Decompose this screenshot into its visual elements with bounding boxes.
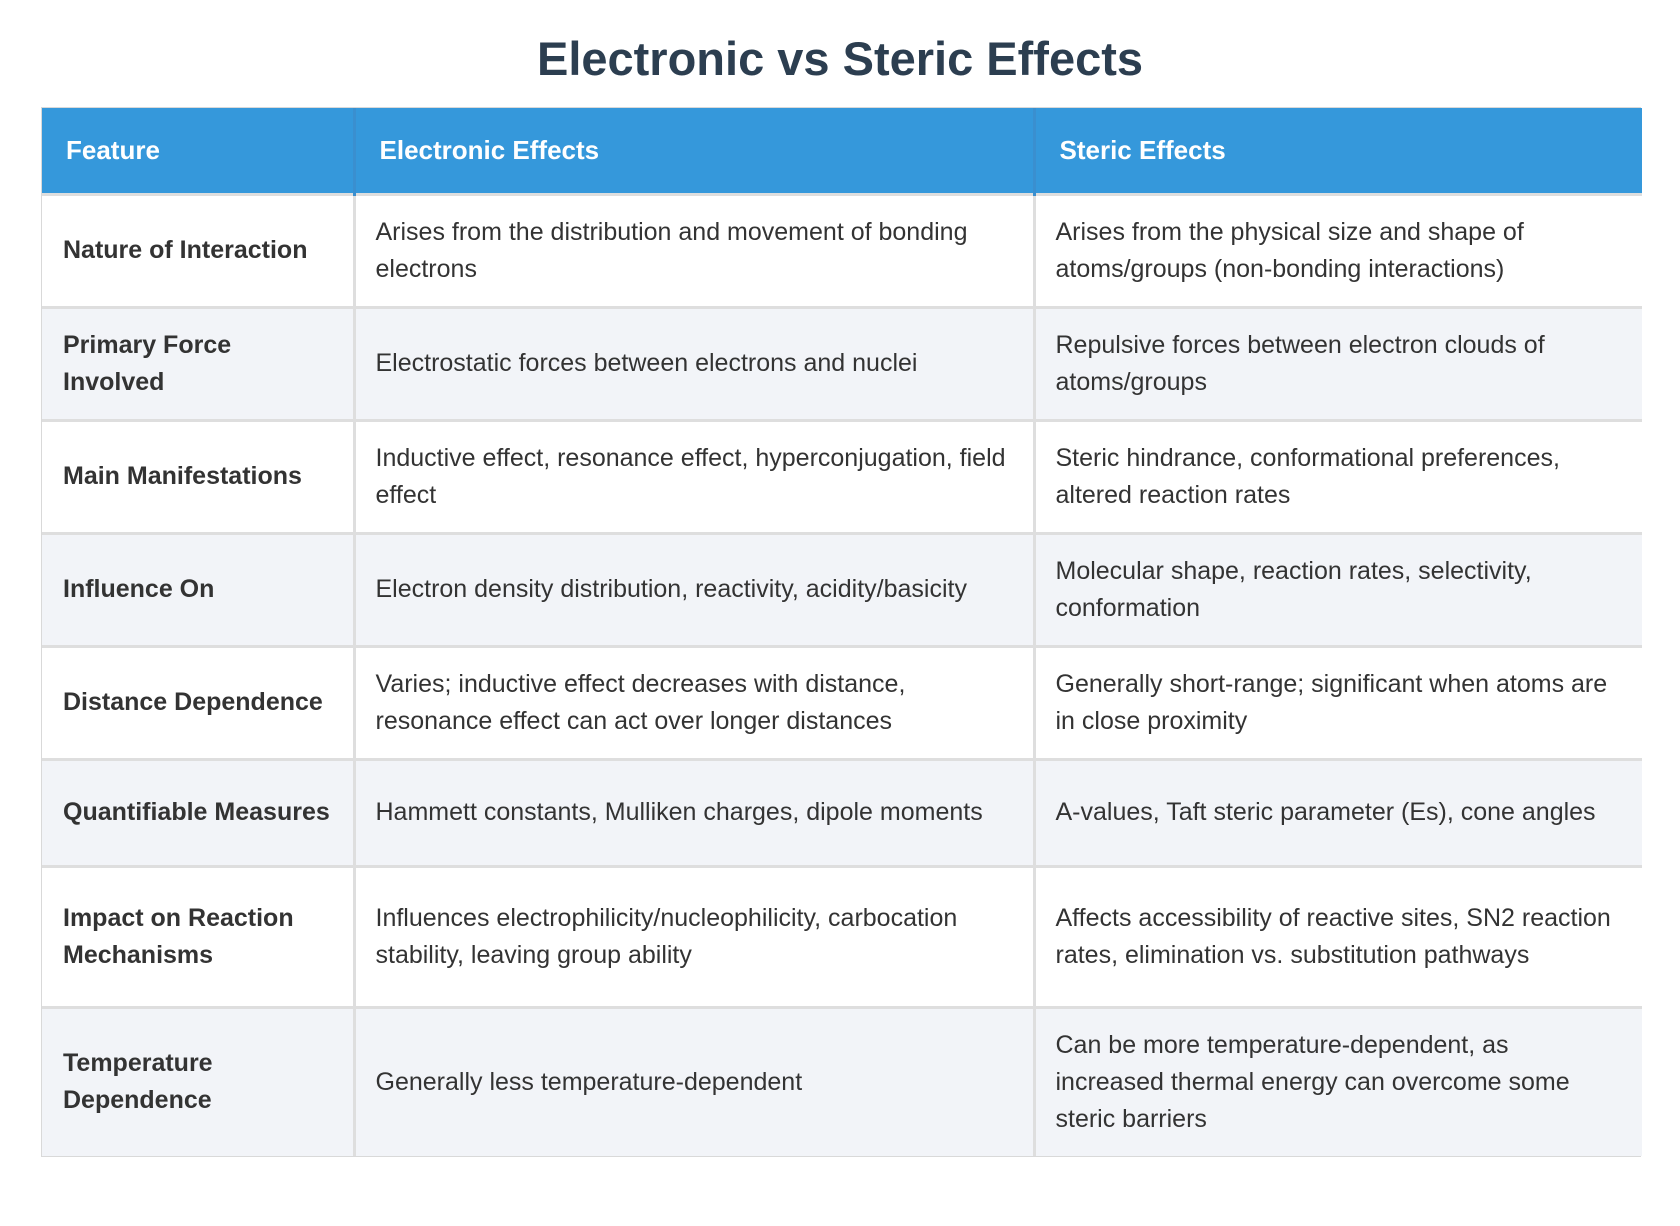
- steric-cell: Repulsive forces between electron clouds of atoms/groups: [1034, 307, 1642, 420]
- table-row: [42, 420, 1642, 533]
- comparison-table: [42, 108, 1642, 1156]
- steric-cell: A-values, Taft steric parameter (Es), cone angles: [1034, 759, 1642, 866]
- feature-cell: Impact on Reaction Mechanisms: [42, 866, 354, 1007]
- table-row: [42, 646, 1642, 759]
- feature-cell: Primary Force Involved: [42, 307, 354, 420]
- feature-cell: Temperature Dependence: [42, 1007, 354, 1156]
- steric-cell: Molecular shape, reaction rates, selectivity, conformation: [1034, 533, 1642, 646]
- feature-cell: Influence On: [42, 533, 354, 646]
- feature-cell: Main Manifestations: [42, 420, 354, 533]
- electronic-cell: Arises from the distribution and movement of bonding electrons: [354, 194, 1034, 307]
- steric-cell: Arises from the physical size and shape of atoms/groups (non-bonding interactions): [1034, 194, 1642, 307]
- table-row: [42, 1007, 1642, 1156]
- table-header: [42, 108, 1642, 194]
- electronic-cell: Hammett constants, Mulliken charges, dipole moments: [354, 759, 1034, 866]
- electronic-cell: Inductive effect, resonance effect, hyperconjugation, field effect: [354, 420, 1034, 533]
- table-row: [42, 194, 1642, 307]
- electronic-cell: Influences electrophilicity/nucleophilicity, carbocation stability, leaving group ability: [354, 866, 1034, 1007]
- header-steric-effects: Steric Effects: [1034, 108, 1642, 194]
- table-row: [42, 866, 1642, 1007]
- page-title: Electronic vs Steric Effects: [536, 32, 1144, 85]
- feature-cell: Nature of Interaction: [42, 194, 354, 307]
- electronic-cell: Generally less temperature-dependent: [354, 1007, 1034, 1156]
- table-row: [42, 533, 1642, 646]
- feature-cell: Quantifiable Measures: [42, 759, 354, 866]
- table-body: [42, 194, 1642, 1156]
- steric-cell: Can be more temperature-dependent, as increased thermal energy can overcome some steric barriers: [1034, 1007, 1642, 1156]
- table-row: [42, 307, 1642, 420]
- header-row: [42, 108, 1642, 194]
- header-electronic-effects: Electronic Effects: [354, 108, 1034, 194]
- steric-cell: Generally short-range; significant when atoms are in close proximity: [1034, 646, 1642, 759]
- electronic-cell: Varies; inductive effect decreases with distance, resonance effect can act over longer distances: [354, 646, 1034, 759]
- steric-cell: Steric hindrance, conformational preferences, altered reaction rates: [1034, 420, 1642, 533]
- feature-cell: Distance Dependence: [42, 646, 354, 759]
- comparison-table-container: [41, 107, 1641, 1157]
- table-row: [42, 759, 1642, 866]
- steric-cell: Affects accessibility of reactive sites, SN2 reaction rates, elimination vs. substitution pathways: [1034, 866, 1642, 1007]
- electronic-cell: Electron density distribution, reactivity, acidity/basicity: [354, 533, 1034, 646]
- electronic-cell: Electrostatic forces between electrons and nuclei: [354, 307, 1034, 420]
- header-feature: Feature: [42, 108, 354, 194]
